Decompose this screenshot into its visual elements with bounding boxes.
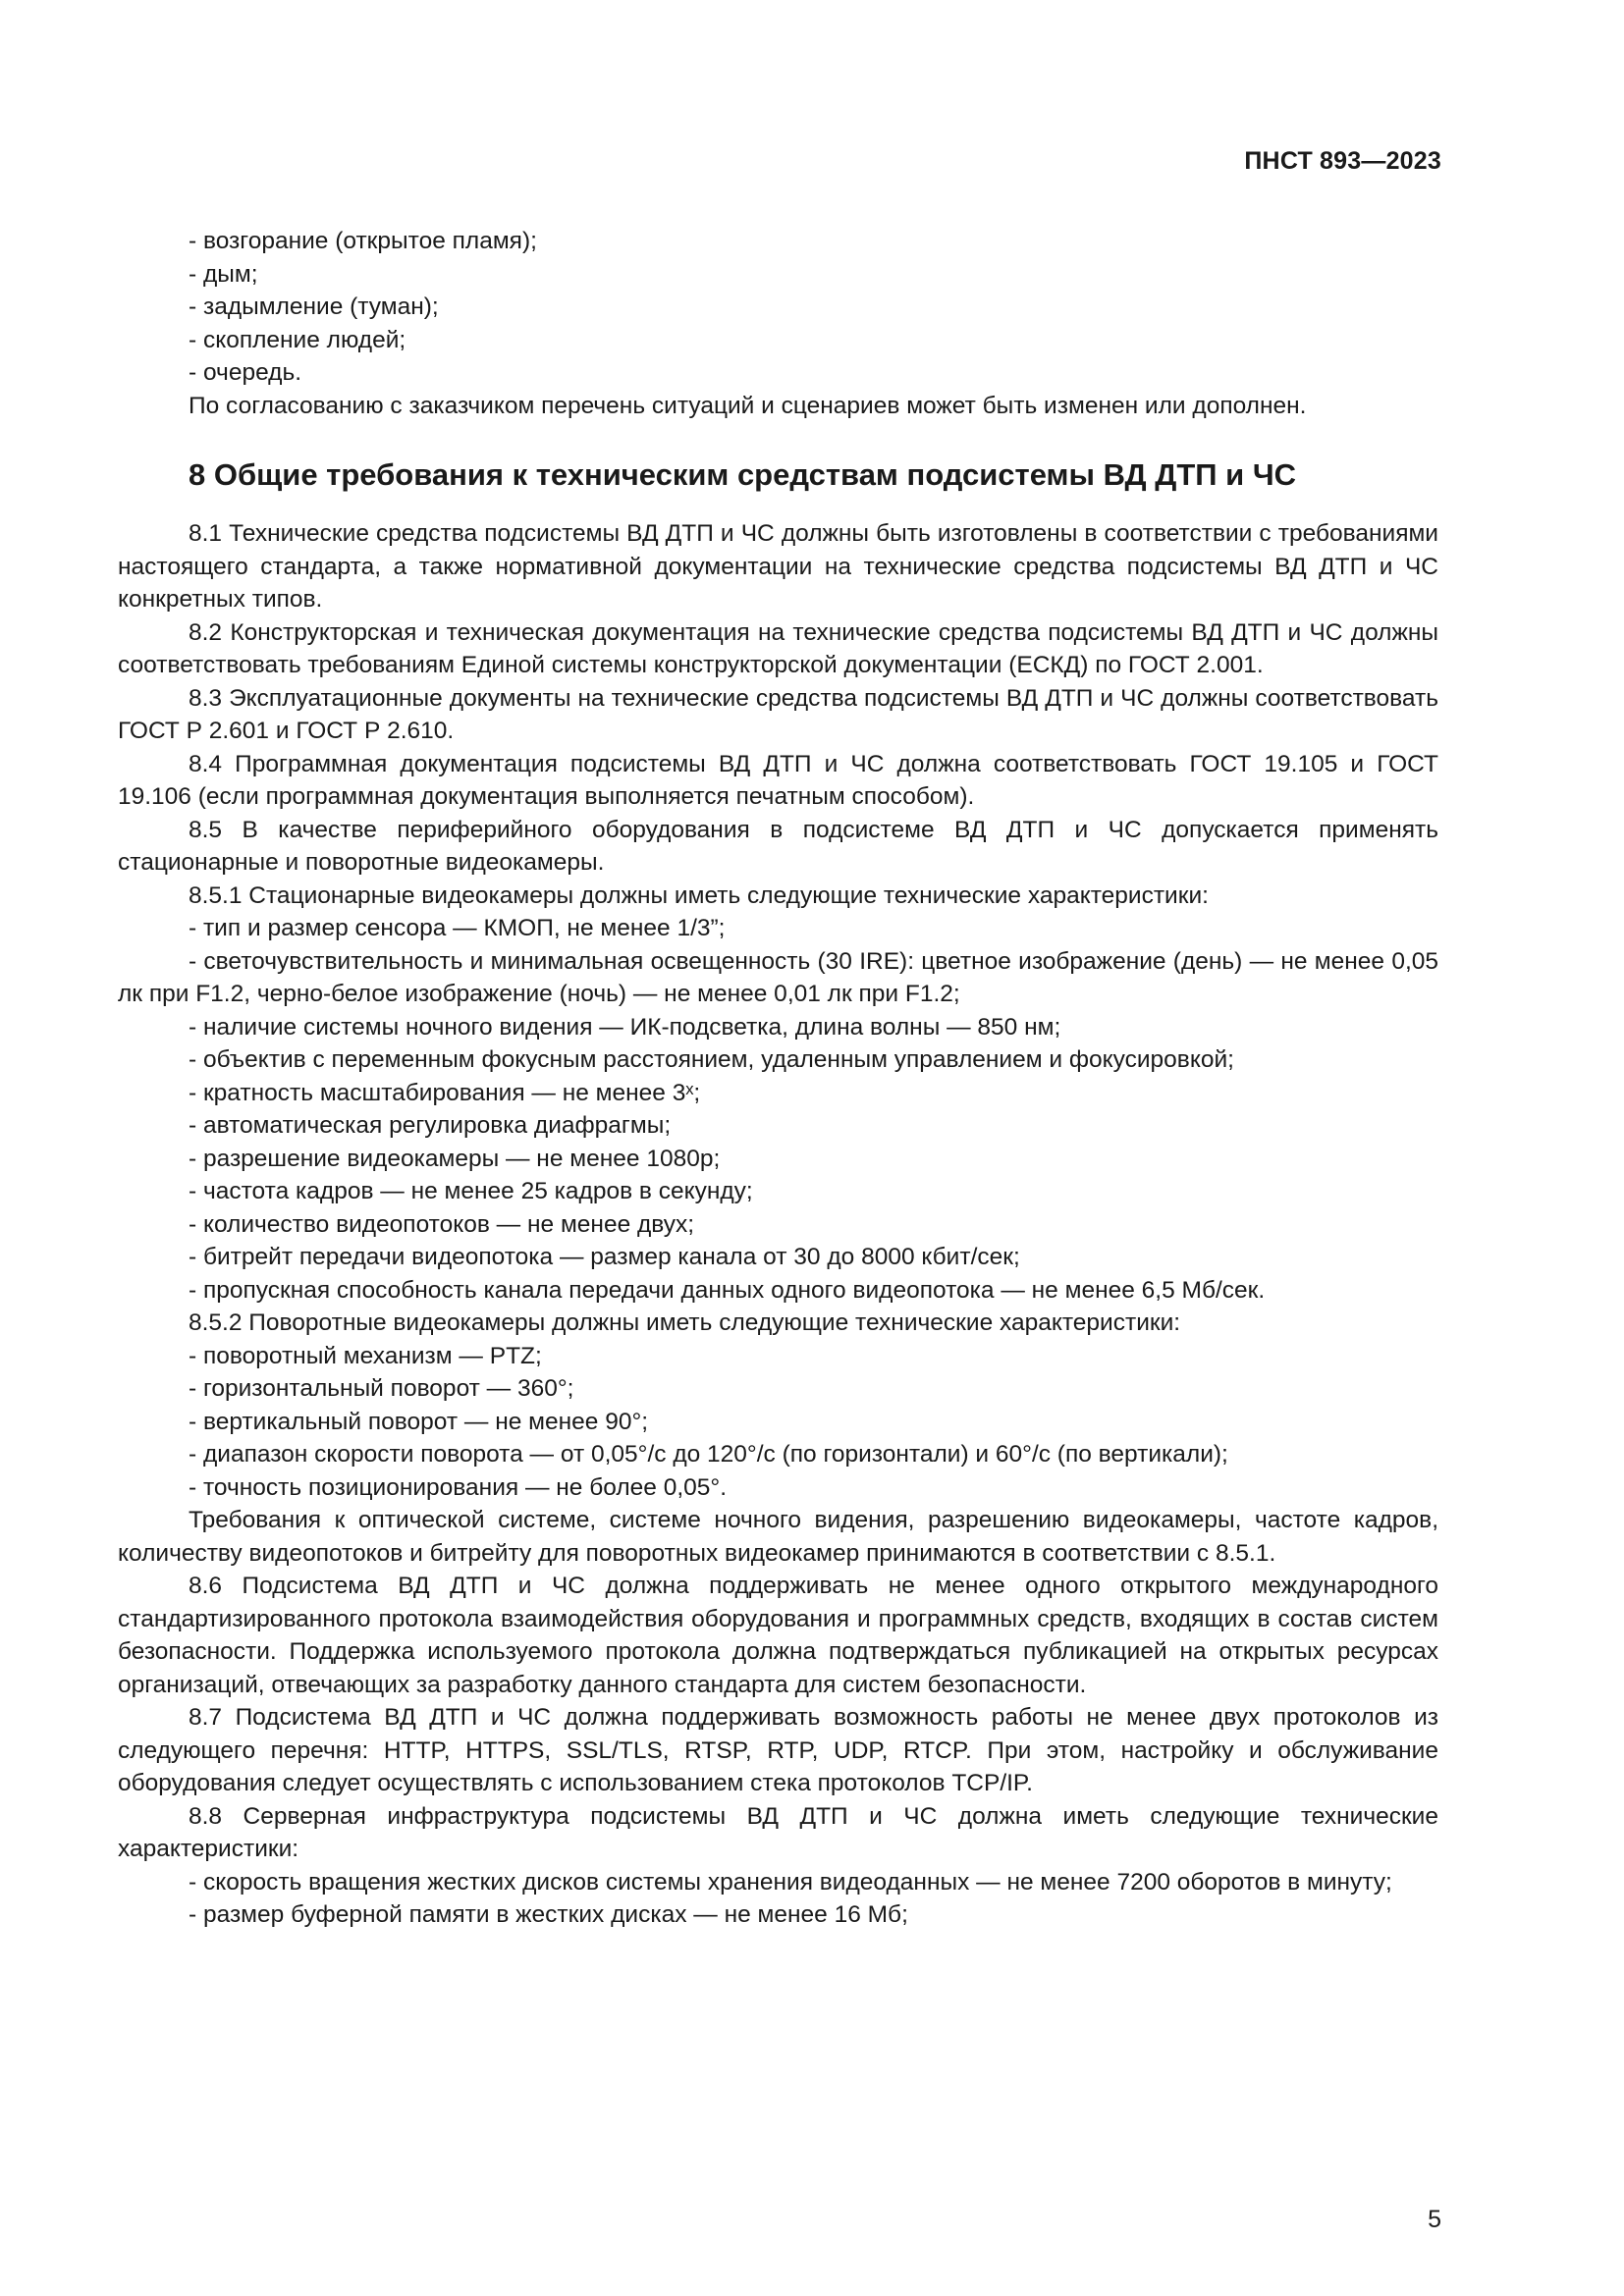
list-item: - скопление людей; xyxy=(189,326,406,353)
list-item: - разрешение видеокамеры — не менее 1080р; xyxy=(189,1145,721,1172)
list-item: - задымление (туман); xyxy=(189,294,439,320)
section-heading: 8 Общие требования к техническим средствам подсистемы ВД ДТП и ЧС xyxy=(189,457,1297,492)
document-body xyxy=(118,225,1438,1932)
list-item: - возгорание (открытое пламя); xyxy=(189,228,537,254)
list-item: - битрейт передачи видеопотока — размер канала от 30 до 8000 кбит/сек; xyxy=(189,1244,1020,1270)
list-item: - точность позиционирования — не более 0,05°. xyxy=(189,1473,727,1501)
paragraph: 8.7 Подсистема ВД ДТП и ЧС должна поддерживать возможность работы не менее двух протоколов из следующего перечня: HTTP, HTTPS, SSL/TLS, RTSP, RTP, UDP, RTCP. При этом, настройку и обслуживание оборудования следует осуществлять с использованием стека протоколов TCP/IP. xyxy=(118,1704,1438,1796)
paragraph: 8.5.1 Стационарные видеокамеры должны иметь следующие технические характеристики: xyxy=(189,881,1209,909)
list-item: - горизонтальный поворот — 360°; xyxy=(189,1375,574,1402)
paragraph: 8.1 Технические средства подсистемы ВД ДТП и ЧС должны быть изготовлены в соответствии с требованиями настоящего стандарта, а также нормативной документации на технические средства подсистемы ВД ДТП и ЧС конкретных типов. xyxy=(118,520,1438,613)
list-item: - поворотный механизм — PTZ; xyxy=(189,1342,542,1369)
document-code-header: ПНСТ 893—2023 xyxy=(1244,147,1441,175)
paragraph: Требования к оптической системе, системе ночного видения, разрешению видеокамеры, частоте кадров, количеству видеопотоков и битрейту для поворотных видеокамер принимаются в соответствии с 8.5.1. xyxy=(118,1507,1438,1567)
list-item: - автоматическая регулировка диафрагмы; xyxy=(189,1112,672,1139)
paragraph: 8.4 Программная документация подсистемы ВД ДТП и ЧС должна соответствовать ГОСТ 19.105 и ГОСТ 19.106 (если программная документация выполняется печатным способом). xyxy=(118,750,1438,810)
list-item: - дым; xyxy=(189,260,258,288)
list-item: - диапазон скорости поворота — от 0,05°/с до 120°/с (по горизонтали) и 60°/с (по вертикали); xyxy=(189,1441,1228,1468)
list-item: - кратность масштабирования — не менее 3ˣ; xyxy=(189,1079,701,1106)
list-item: - наличие системы ночного видения — ИК-подсветка, длина волны — 850 нм; xyxy=(189,1013,1061,1041)
list-item: - объектив с переменным фокусным расстоянием, удаленным управлением и фокусировкой; xyxy=(189,1046,1234,1073)
paragraph: По согласованию с заказчиком перечень ситуаций и сценариев может быть изменен или дополнен. xyxy=(189,392,1307,419)
page-number: 5 xyxy=(1428,2206,1441,2233)
paragraph: 8.2 Конструкторская и техническая документация на технические средства подсистемы ВД ДТП и ЧС должны соответствовать требованиям Единой системы конструкторской документации (ЕСКД) по ГОСТ 2.001. xyxy=(118,618,1438,678)
list-item: - количество видеопотоков — не менее двух; xyxy=(189,1210,695,1238)
list-item: - очередь. xyxy=(189,359,302,386)
list-item: - вертикальный поворот — не менее 90°; xyxy=(189,1408,649,1435)
paragraph: 8.3 Эксплуатационные документы на технические средства подсистемы ВД ДТП и ЧС должны соответствовать ГОСТ Р 2.601 и ГОСТ Р 2.610. xyxy=(118,684,1438,744)
list-item: - размер буферной памяти в жестких дисках — не менее 16 Мб; xyxy=(189,1901,908,1928)
paragraph: 8.5.2 Поворотные видеокамеры должны иметь следующие технические характеристики: xyxy=(189,1309,1181,1336)
paragraph: 8.6 Подсистема ВД ДТП и ЧС должна поддерживать не менее одного открытого международного стандартизированного протокола взаимодействия оборудования и программных средств, входящих в состав систем безопасности. Поддержка используемого протокола должна подтверждаться публикацией на открытых ресурсах организаций, отвечающих за разработку данного стандарта для систем безопасности. xyxy=(118,1573,1438,1698)
list-item: - тип и размер сенсора — КМОП, не менее 1/3”; xyxy=(189,915,726,941)
paragraph: 8.8 Серверная инфраструктура подсистемы ВД ДТП и ЧС должна иметь следующие технические характеристики: xyxy=(118,1802,1438,1862)
list-item: - частота кадров — не менее 25 кадров в секунду; xyxy=(189,1178,753,1204)
list-item: - светочувствительность и минимальная освещенность (30 IRE): цветное изображение (день) — не менее 0,05 лк при F1.2, черно-белое изображение (ночь) — не менее 0,01 лк при F1.2; xyxy=(118,947,1438,1007)
paragraph: 8.5 В качестве периферийного оборудования в подсистеме ВД ДТП и ЧС допускается применять стационарные и поворотные видеокамеры. xyxy=(118,816,1438,876)
list-item: - скорость вращения жестких дисков системы хранения видеоданных — не менее 7200 оборотов в минуту; xyxy=(189,1868,1392,1896)
list-item: - пропускная способность канала передачи данных одного видеопотока — не менее 6,5 Мб/сек. xyxy=(189,1276,1266,1304)
